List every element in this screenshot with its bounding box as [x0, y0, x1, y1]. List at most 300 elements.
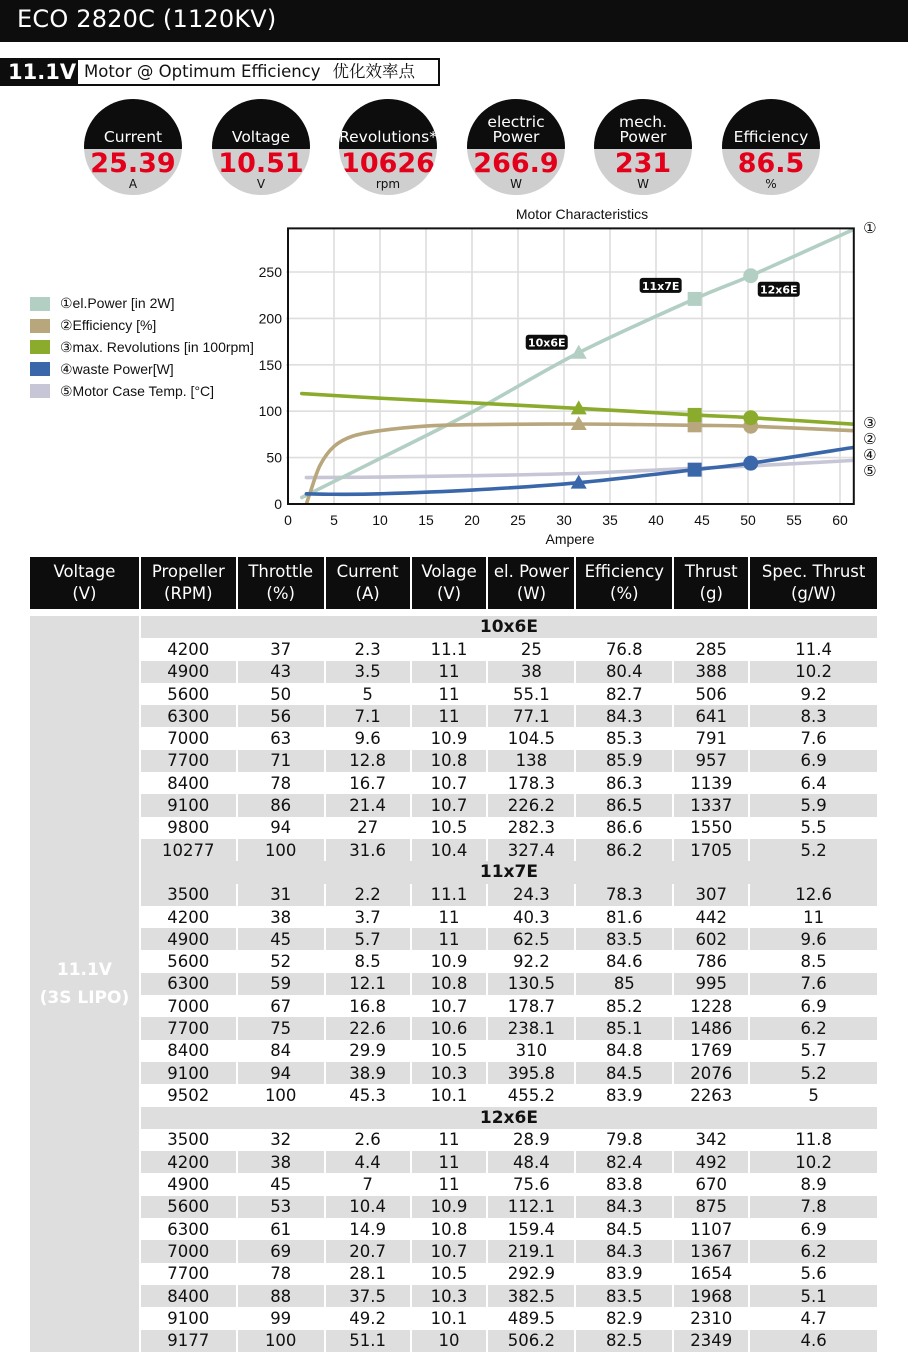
table-row: [30, 661, 877, 683]
column-header-title: Efficiency: [584, 562, 665, 581]
table-cell: 5.2: [749, 839, 877, 861]
table-cell: 6300: [140, 705, 237, 727]
table-cell: 10277: [140, 839, 237, 861]
badge-unit: rpm: [375, 177, 401, 191]
series-end-label: ⑤: [863, 462, 877, 480]
column-header: [575, 557, 673, 609]
table-cell: 8400: [140, 772, 237, 794]
table-cell: 10.8: [411, 973, 488, 995]
column-header-unit: (g): [699, 584, 723, 603]
table-cell: 100: [237, 839, 325, 861]
table-cell: 5600: [140, 683, 237, 705]
table-cell: 5.7: [325, 928, 411, 950]
table-cell: 4.7: [749, 1307, 877, 1329]
x-tick-label: 25: [510, 512, 526, 528]
table-cell: 7000: [140, 1240, 237, 1262]
table-cell: 791: [673, 727, 749, 749]
badge-label: electric Power: [467, 99, 565, 149]
column-header-title: el. Power: [493, 562, 569, 581]
table-cell: 86.2: [575, 839, 673, 861]
table-cell: 63: [237, 727, 325, 749]
table-cell: 7700: [140, 750, 237, 772]
series-end-label: ③: [863, 414, 877, 432]
table-cell: 3500: [140, 884, 237, 906]
table-cell: 99: [237, 1307, 325, 1329]
table-cell: 104.5: [487, 727, 575, 749]
table-cell: 395.8: [487, 1062, 575, 1084]
column-header: [411, 557, 488, 609]
table-cell: 7.8: [749, 1196, 877, 1218]
table-cell: 219.1: [487, 1240, 575, 1262]
table-cell: 11.1: [411, 884, 488, 906]
voltage-label: 11.1V: [0, 58, 76, 86]
table-cell: 1486: [673, 1017, 749, 1039]
table-cell: 38: [487, 661, 575, 683]
badge-unit: W: [510, 177, 522, 191]
legend-swatch: [30, 362, 50, 376]
table-cell: 10.5: [411, 1263, 488, 1285]
x-tick-label: 60: [832, 512, 848, 528]
table-cell: 84.3: [575, 1240, 673, 1262]
group-label: 11x7E: [140, 861, 877, 883]
sub-header: [0, 58, 440, 86]
column-header-title: Spec. Thrust: [761, 562, 866, 581]
table-cell: 10.5: [411, 817, 488, 839]
column-header-unit: (g/W): [790, 584, 837, 603]
badge-label: Current: [84, 99, 182, 149]
badge-label: Revolutions*: [339, 99, 437, 149]
legend-label: ⑤Motor Case Temp. [°C]: [60, 382, 215, 399]
table-cell: 38: [237, 906, 325, 928]
table-cell: 48.4: [487, 1151, 575, 1173]
table-cell: 10.9: [411, 950, 488, 972]
series-line-5: [306, 460, 853, 477]
header-bar: [0, 0, 908, 42]
table-cell: 292.9: [487, 1263, 575, 1285]
page-title: ECO 2820C (1120KV): [17, 5, 277, 33]
table-cell: 10.9: [411, 727, 488, 749]
x-tick-label: 35: [602, 512, 618, 528]
table-cell: 84.3: [575, 1196, 673, 1218]
table-cell: 11: [411, 683, 488, 705]
table-cell: 10: [411, 1330, 488, 1352]
y-tick-label: 150: [258, 356, 282, 373]
table-cell: 28.1: [325, 1263, 411, 1285]
table-cell: 641: [673, 705, 749, 727]
table-cell: 83.9: [575, 1084, 673, 1106]
table-cell: 62.5: [487, 928, 575, 950]
x-tick-label: 10: [372, 512, 388, 528]
table-cell: 31: [237, 884, 325, 906]
column-header-title: Volage: [421, 562, 477, 581]
table-cell: 10.2: [749, 661, 877, 683]
table-cell: 85: [575, 973, 673, 995]
table-cell: 51.1: [325, 1330, 411, 1352]
legend-item: [30, 293, 254, 315]
table-cell: 69: [237, 1240, 325, 1262]
series-lines: [302, 229, 854, 504]
column-header-unit: (%): [266, 584, 295, 603]
table-cell: 9.6: [749, 928, 877, 950]
table-cell: 7.6: [749, 973, 877, 995]
table-cell: 388: [673, 661, 749, 683]
table-cell: 455.2: [487, 1084, 575, 1106]
table-cell: 506: [673, 683, 749, 705]
column-header-title: Current: [336, 562, 399, 581]
table-cell: 1705: [673, 839, 749, 861]
badge-unit: %: [765, 177, 777, 191]
table-cell: 178.7: [487, 995, 575, 1017]
table-cell: 86: [237, 794, 325, 816]
table-cell: 342: [673, 1129, 749, 1151]
table-cell: 8400: [140, 1285, 237, 1307]
marker-12x6E-series-3: [743, 410, 758, 425]
table-row: [30, 1307, 877, 1329]
table-row: [30, 973, 877, 995]
table-row: [30, 772, 877, 794]
y-tick-label: 200: [258, 310, 282, 327]
marker-11x7E-series-3: [688, 408, 702, 422]
table-cell: 5: [749, 1084, 877, 1106]
chart-title: Motor Characteristics: [515, 206, 649, 222]
x-tick-label: 45: [694, 512, 710, 528]
table-cell: 2.3: [325, 638, 411, 660]
column-header-unit: (W): [516, 584, 547, 603]
table-cell: 61: [237, 1218, 325, 1240]
marker-12x6E-series-1: [743, 268, 758, 283]
badge-value: 10.51: [218, 148, 304, 179]
table-cell: 10.1: [411, 1084, 488, 1106]
table-cell: 4900: [140, 1173, 237, 1195]
table-row: [30, 1129, 877, 1151]
table-cell: 38: [237, 1151, 325, 1173]
table-cell: 11: [411, 1129, 488, 1151]
annotation-11x7E: [640, 278, 682, 293]
column-header-title: Propeller: [151, 562, 225, 581]
x-tick-label: 15: [418, 512, 434, 528]
table-cell: 2263: [673, 1084, 749, 1106]
table-row: [30, 794, 877, 816]
column-header-title: Voltage: [53, 562, 116, 581]
table-row: [30, 1196, 877, 1218]
table-cell: 6.4: [749, 772, 877, 794]
table-cell: 3500: [140, 1129, 237, 1151]
table-cell: 7700: [140, 1263, 237, 1285]
table-cell: 3.5: [325, 661, 411, 683]
table-cell: 24.3: [487, 884, 575, 906]
description-cn: 优化效率点: [332, 62, 416, 81]
table-cell: 9502: [140, 1084, 237, 1106]
table-cell: 82.5: [575, 1330, 673, 1352]
table-cell: 4200: [140, 1151, 237, 1173]
x-tick-label: 55: [786, 512, 802, 528]
table-cell: 112.1: [487, 1196, 575, 1218]
table-cell: 7700: [140, 1017, 237, 1039]
legend-item: [30, 337, 254, 359]
spacer-row: [30, 609, 877, 616]
column-header: [749, 557, 877, 609]
group-label: 12x6E: [140, 1107, 877, 1129]
table-cell: 310: [487, 1040, 575, 1062]
table-cell: 11: [411, 1173, 488, 1195]
table-cell: 1367: [673, 1240, 749, 1262]
table-cell: 995: [673, 973, 749, 995]
table-cell: 670: [673, 1173, 749, 1195]
column-header-unit: (%): [610, 584, 639, 603]
table-cell: 85.9: [575, 750, 673, 772]
table-cell: 82.9: [575, 1307, 673, 1329]
table-row: [30, 1240, 877, 1262]
table-row: [30, 1084, 877, 1106]
table-cell: 37.5: [325, 1285, 411, 1307]
table-cell: 10.1: [411, 1307, 488, 1329]
table-cell: 9800: [140, 817, 237, 839]
column-header: [140, 557, 237, 609]
table-cell: 11.8: [749, 1129, 877, 1151]
table-cell: 78: [237, 772, 325, 794]
table-cell: 94: [237, 1062, 325, 1084]
table-cell: 7.1: [325, 705, 411, 727]
table-cell: 14.9: [325, 1218, 411, 1240]
annotation-label: 12x6E: [759, 283, 798, 297]
column-header: [237, 557, 325, 609]
table-cell: 84.3: [575, 705, 673, 727]
table-cell: 9100: [140, 1062, 237, 1084]
table-cell: 282.3: [487, 817, 575, 839]
table-cell: 21.4: [325, 794, 411, 816]
table-cell: 75: [237, 1017, 325, 1039]
table-cell: 3.7: [325, 906, 411, 928]
table-row: [30, 1062, 877, 1084]
table-cell: 8.5: [749, 950, 877, 972]
table-cell: 86.3: [575, 772, 673, 794]
column-header-title: Throttle: [248, 562, 314, 581]
table-cell: 78: [237, 1263, 325, 1285]
x-axis-label: Ampere: [545, 531, 595, 547]
table-cell: 8.5: [325, 950, 411, 972]
table-cell: 45: [237, 928, 325, 950]
group-row: [30, 861, 877, 883]
table-cell: 45: [237, 1173, 325, 1195]
table-cell: 4900: [140, 928, 237, 950]
table-cell: 5: [325, 683, 411, 705]
legend-label: ③max. Revolutions [in 100rpm]: [60, 338, 254, 355]
voltage-cell-battery: (3S LIPO): [39, 987, 130, 1008]
table-cell: 6.2: [749, 1017, 877, 1039]
table-cell: 11: [411, 928, 488, 950]
legend-swatch: [30, 340, 50, 354]
table-cell: 88: [237, 1285, 325, 1307]
table-cell: 84.5: [575, 1218, 673, 1240]
table-cell: 11: [411, 906, 488, 928]
table-cell: 37: [237, 638, 325, 660]
table-row: [30, 1040, 877, 1062]
table-row: [30, 995, 877, 1017]
table-cell: 31.6: [325, 839, 411, 861]
table-cell: 85.1: [575, 1017, 673, 1039]
table-cell: 50: [237, 683, 325, 705]
annotation-label: 10x6E: [527, 336, 566, 350]
table-cell: 11.1: [411, 638, 488, 660]
stat-badge: [594, 99, 692, 195]
y-tick-label: 0: [274, 496, 282, 512]
table-cell: 4.6: [749, 1330, 877, 1352]
table-cell: 10.7: [411, 772, 488, 794]
chart-legend: [30, 293, 254, 402]
annotation-12x6E: [758, 282, 800, 297]
table-cell: 9100: [140, 794, 237, 816]
table-cell: 10.9: [411, 1196, 488, 1218]
table-cell: 81.6: [575, 906, 673, 928]
table-cell: 2310: [673, 1307, 749, 1329]
badge-value: 25.39: [90, 148, 176, 179]
voltage-cell: [30, 616, 140, 1352]
group-row: [30, 1107, 877, 1129]
table-cell: 8400: [140, 1040, 237, 1062]
description-box: [76, 58, 440, 86]
table-cell: 1228: [673, 995, 749, 1017]
legend-item: [30, 315, 254, 337]
column-header: [30, 557, 140, 609]
table-cell: 100: [237, 1330, 325, 1352]
spacer-cell: [30, 609, 877, 616]
stat-badge: [339, 99, 437, 195]
table-cell: 138: [487, 750, 575, 772]
table-cell: 159.4: [487, 1218, 575, 1240]
table-cell: 1769: [673, 1040, 749, 1062]
table-cell: 83.8: [575, 1173, 673, 1195]
table-cell: 100: [237, 1084, 325, 1106]
table-cell: 1139: [673, 772, 749, 794]
table-cell: 53: [237, 1196, 325, 1218]
table-cell: 11: [411, 661, 488, 683]
legend-label: ②Efficiency [%]: [60, 317, 157, 334]
table-cell: 602: [673, 928, 749, 950]
table-cell: 79.8: [575, 1129, 673, 1151]
table-cell: 10.8: [411, 750, 488, 772]
badge-label: Voltage: [212, 99, 310, 149]
badge-unit: V: [256, 177, 266, 191]
table-cell: 10.3: [411, 1285, 488, 1307]
x-tick-label: 20: [464, 512, 480, 528]
table-cell: 6.9: [749, 995, 877, 1017]
table-row: [30, 1017, 877, 1039]
table-cell: 83.5: [575, 928, 673, 950]
table-cell: 7: [325, 1173, 411, 1195]
table-cell: 49.2: [325, 1307, 411, 1329]
table-cell: 83.9: [575, 1263, 673, 1285]
legend-swatch: [30, 319, 50, 333]
column-header-title: Thrust: [684, 562, 738, 581]
table-row: [30, 884, 877, 906]
table-cell: 5.2: [749, 1062, 877, 1084]
table-row: [30, 839, 877, 861]
performance-table: [29, 557, 877, 1352]
table-cell: 8.9: [749, 1173, 877, 1195]
table-cell: 9177: [140, 1330, 237, 1352]
table-cell: 238.1: [487, 1017, 575, 1039]
y-tick-label: 100: [258, 403, 282, 420]
table-row: [30, 817, 877, 839]
table-cell: 6300: [140, 973, 237, 995]
table-cell: 6.9: [749, 750, 877, 772]
motor-characteristics-chart: [240, 202, 908, 552]
annotation-10x6E: [526, 335, 568, 350]
badge-unit: W: [637, 177, 649, 191]
table-cell: 5.7: [749, 1040, 877, 1062]
table-cell: 78.3: [575, 884, 673, 906]
table-cell: 10.7: [411, 1240, 488, 1262]
table-cell: 506.2: [487, 1330, 575, 1352]
stat-badge: [212, 99, 310, 195]
table-cell: 55.1: [487, 683, 575, 705]
table-cell: 20.7: [325, 1240, 411, 1262]
y-tick-label: 50: [266, 449, 282, 466]
table-cell: 4200: [140, 906, 237, 928]
table-row: [30, 1173, 877, 1195]
table-cell: 4900: [140, 661, 237, 683]
badge-value: 231: [614, 148, 672, 179]
table-row: [30, 750, 877, 772]
table-cell: 86.5: [575, 794, 673, 816]
table-cell: 1968: [673, 1285, 749, 1307]
voltage-cell-value: 11.1V: [56, 959, 112, 980]
table-cell: 957: [673, 750, 749, 772]
table-cell: 11: [749, 906, 877, 928]
table-cell: 77.1: [487, 705, 575, 727]
badge-value: 266.9: [473, 148, 559, 179]
table-row: [30, 683, 877, 705]
table-cell: 10.5: [411, 1040, 488, 1062]
table-cell: 875: [673, 1196, 749, 1218]
table-cell: 84.8: [575, 1040, 673, 1062]
series-end-label: ②: [863, 430, 877, 448]
table-row: [30, 1263, 877, 1285]
table-cell: 67: [237, 995, 325, 1017]
table-cell: 85.2: [575, 995, 673, 1017]
table-row: [30, 727, 877, 749]
table-cell: 10.3: [411, 1062, 488, 1084]
table-cell: 10.6: [411, 1017, 488, 1039]
table-cell: 56: [237, 705, 325, 727]
table-cell: 178.3: [487, 772, 575, 794]
table-cell: 2.2: [325, 884, 411, 906]
table-cell: 10.4: [411, 839, 488, 861]
column-header: [325, 557, 411, 609]
marker-11x7E-series-4: [688, 463, 702, 477]
table-cell: 1654: [673, 1263, 749, 1285]
table-cell: 5600: [140, 950, 237, 972]
table-cell: 9100: [140, 1307, 237, 1329]
table-cell: 442: [673, 906, 749, 928]
table-cell: 10.2: [749, 1151, 877, 1173]
table-cell: 22.6: [325, 1017, 411, 1039]
series-end-label: ①: [863, 219, 877, 237]
table-cell: 5.9: [749, 794, 877, 816]
description-text: Motor @ Optimum Efficiency: [84, 62, 321, 81]
x-tick-label: 50: [740, 512, 756, 528]
table-header-row: [30, 557, 877, 609]
stat-badge: [467, 99, 565, 195]
table-cell: 82.7: [575, 683, 673, 705]
x-tick-label: 30: [556, 512, 572, 528]
badge-value: 86.5: [737, 148, 805, 179]
table-cell: 25: [487, 638, 575, 660]
badge-unit: A: [128, 177, 138, 191]
table-cell: 5600: [140, 1196, 237, 1218]
table-cell: 492: [673, 1151, 749, 1173]
table-cell: 130.5: [487, 973, 575, 995]
